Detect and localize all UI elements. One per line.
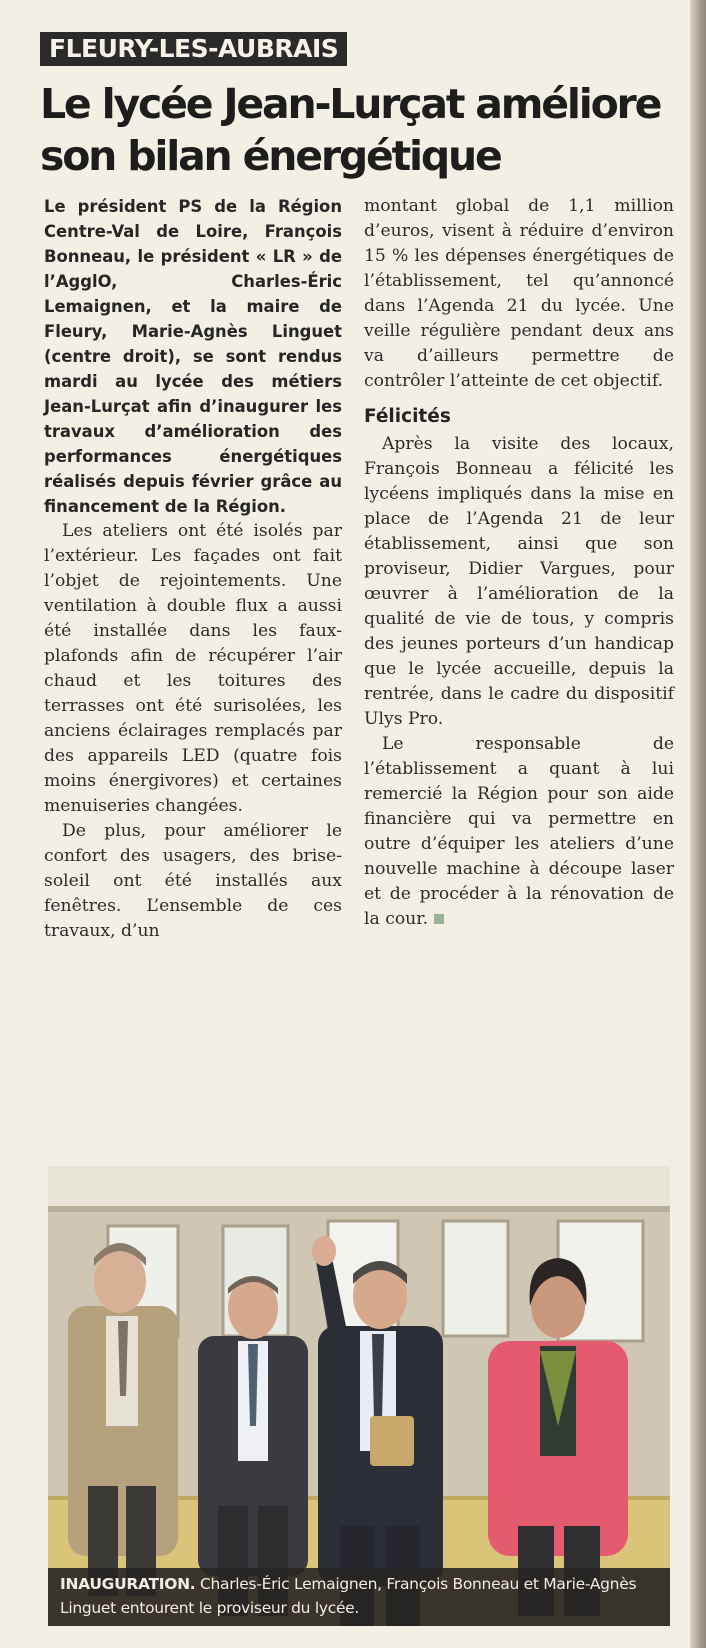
body-paragraph: Après la visite des locaux, François Bonneau a félicité les lycéens impliqués dans la mise en place de l’Agenda 21 de leur établissement, ainsi que son proviseur, Didier Vargues, pour œuvrer à l’amélioration de la qualité de vie de tous, y compris des jeunes porteurs d’un handicap que le lycée accueille, depuis la rentrée, dans le cadre du dispositif Ulys Pro. xyxy=(364,434,674,729)
subheading: Félicités xyxy=(364,406,451,427)
caption-text: Charles-Éric Lemaignen, François Bonneau et Marie-Agnès Linguet entourent le proviseur du lycée. xyxy=(60,1575,637,1617)
article-end-square-icon xyxy=(434,914,444,924)
inauguration-photo xyxy=(48,1166,670,1626)
caption-label: INAUGURATION. xyxy=(60,1575,196,1593)
body-paragraph: Les ateliers ont été isolés par l’extérieur. Les façades ont fait l’objet de rejointements. Une ventilation à double flux a aussi été installée dans les faux-plafonds afin de récupérer l’air chaud et les toitures des terrasses ont été surisolées, les anciens éclairages remplacés par des appareils LED (quatre fois moins énergivores) et certaines menuiseries changées. xyxy=(44,521,342,816)
body-paragraph-continued: montant global de 1,1 million d’euros, visent à réduire d’environ 15 % les dépenses énergétiques de l’établissement, tel qu’annoncé dans l’Agenda 21 du lycée. Une veille régulière pendant deux ans va d’ailleurs permettre de contrôler l’atteinte de cet objectif. xyxy=(364,196,674,391)
article-column-right xyxy=(364,194,674,932)
body-paragraph-final xyxy=(364,732,674,932)
lead-paragraph: Le président PS de la Région Centre-Val de Loire, François Bonneau, le président « LR » de l’AgglO, Charles-Éric Lemaignen, et la maire de Fleury, Marie-Agnès Linguet (centre droit), se sont rendus mardi au lycée des métiers Jean-Lurçat afin d’inaugurer les travaux d’amélioration des performances énergétiques réalisés depuis février grâce au financement de la Région. xyxy=(44,197,342,516)
body-paragraph: De plus, pour améliorer le confort des usagers, des brise-soleil ont été installés aux fenêtres. L’ensemble de ces travaux, d’un xyxy=(44,821,342,941)
headline: Le lycée Jean-Lurçat améliore son bilan énergétique xyxy=(40,80,661,180)
article-column-left xyxy=(44,194,342,944)
photo-illustration xyxy=(48,1166,670,1626)
section-kicker: FLEURY-LES-AUBRAIS xyxy=(40,32,347,66)
adjacent-page-edge xyxy=(690,0,706,1648)
final-paragraph-text: Le responsable de l’établissement a quant à lui remercié la Région pour son aide financière qui va permettre en outre d’équiper les ateliers d’une nouvelle machine à découpe laser et de procéder à la rénovation de la cour. xyxy=(364,734,674,929)
photo-caption xyxy=(48,1568,670,1626)
